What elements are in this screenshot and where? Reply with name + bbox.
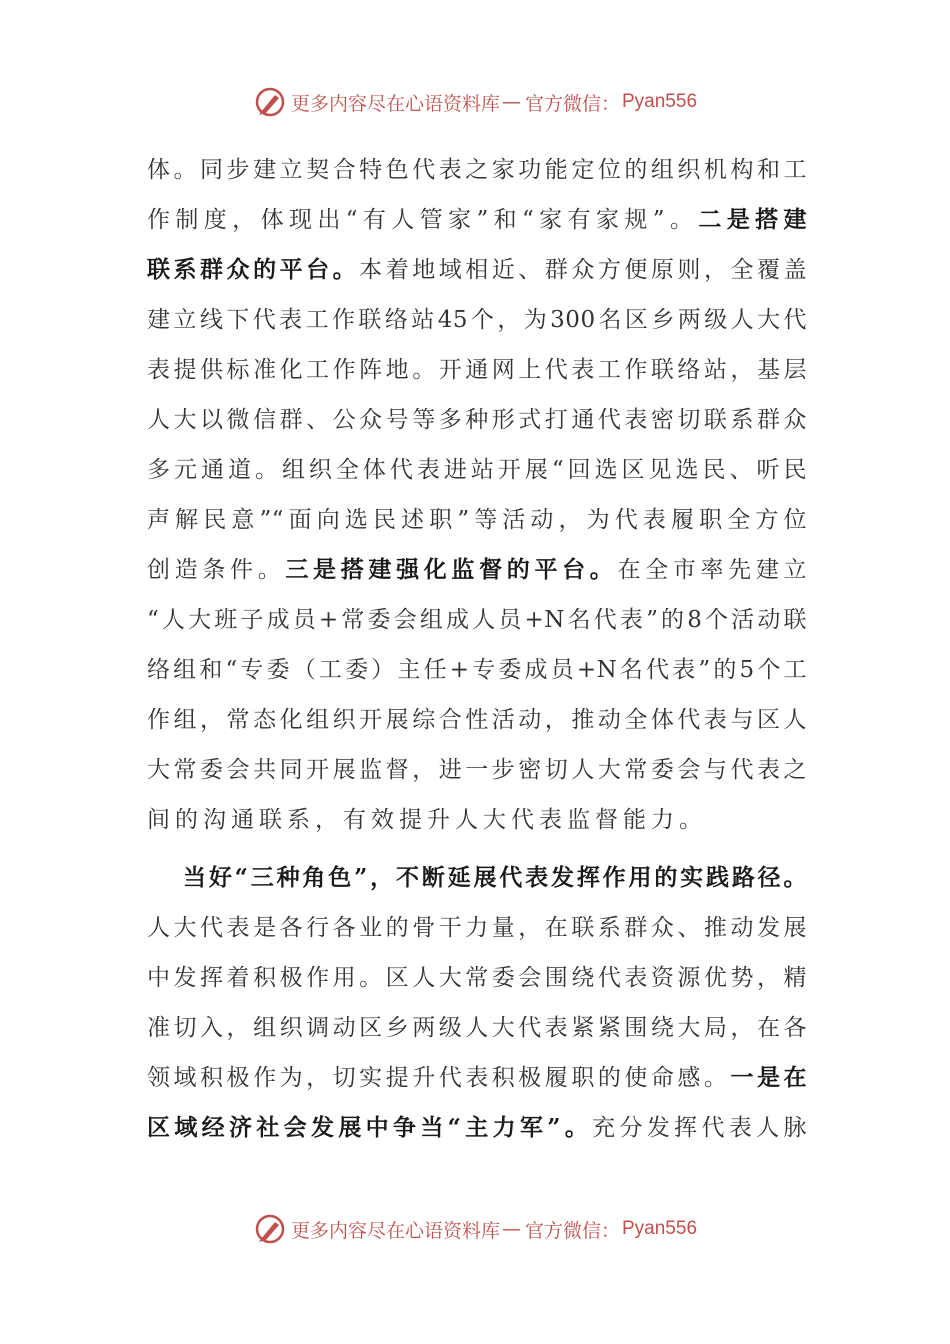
footer-banner [0, 1209, 950, 1249]
text-line: 人大以微信群、公众号等多种形式打通代表密切联系群众 [147, 407, 807, 433]
text-line: 作组，常态化组织开展综合性活动，推动全体代表与区人 [147, 707, 807, 733]
text-line: 间的沟通联系，有效提升人大代表监督能力。 [147, 807, 707, 833]
bold-heading: 一是在 [730, 1064, 808, 1091]
text-line: 表提供标准化工作阵地。开通网上代表工作联络站，基层 [147, 357, 807, 383]
text-line: 声解民意”“面向选民述职”等活动，为代表履职全方位 [147, 507, 807, 533]
section-heading [147, 853, 807, 903]
header-wechat-label: 官方微信： [524, 92, 620, 115]
footer-wechat-label: 官方微信： [524, 1219, 620, 1242]
pen-logo-icon [253, 85, 287, 119]
header-banner-dash: — [501, 91, 521, 113]
text-line: 领域积极作为，切实提升代表积极履职的使命感。一是在 [147, 1064, 808, 1091]
text-line: 大常委会共同开展监督，进一步密切人大常委会与代表之 [147, 757, 807, 783]
text-line: 联系群众的平台。本着地域相近、群众方便原则，全覆盖 [147, 256, 808, 283]
text-line: 络组和“专委（工委）主任+专委成员+N名代表”的5个工 [147, 657, 807, 683]
text-line: 区域经济社会发展中争当“主力军”。充分发挥代表人脉 [147, 1114, 807, 1141]
text-line: 作制度，体现出“有人管家”和“家有家规”。二是搭建 [147, 206, 807, 233]
text-line: 准切入，组织调动区乡两级人大代表紧紧围绕大局，在各 [147, 1015, 807, 1041]
footer-wechat-id: Pyan556 [622, 1218, 698, 1239]
footer-banner-dash: — [501, 1218, 521, 1240]
bold-heading: 当好“三种角色”，不断延展代表发挥作用的实践路径。 [183, 864, 807, 891]
text-line: 建立线下代表工作联络站45个，为300名区乡两级人大代 [147, 307, 807, 333]
text-line: 人大代表是各行各业的骨干力量，在联系群众、推动发展 [147, 915, 807, 941]
text-line: 中发挥着积极作用。区人大常委会围绕代表资源优势，精 [147, 965, 807, 991]
text-line: “人大班子成员+常委会组成人员+N名代表”的8个活动联 [147, 607, 807, 633]
bold-heading: 区域经济社会发展中争当“主力军”。 [147, 1114, 593, 1141]
bold-heading: 联系群众的平台。 [147, 256, 360, 283]
header-banner-text: 更多内容尽在心语资料库 [290, 92, 500, 115]
pen-logo-icon [253, 1212, 287, 1246]
header-banner [0, 82, 950, 122]
text-line: 体。同步建立契合特色代表之家功能定位的组织机构和工 [147, 157, 807, 183]
text-line: 多元通道。组织全体代表进站开展“回选区见选民、听民 [147, 457, 807, 483]
header-wechat-id: Pyan556 [622, 91, 698, 112]
document-body [147, 145, 807, 1153]
bold-heading: 二是搭建 [698, 206, 807, 233]
text-line: 创造条件。三是搭建强化监督的平台。在全市率先建立 [147, 556, 808, 583]
bold-heading: 三是搭建强化监督的平台。 [285, 556, 618, 583]
footer-banner-text: 更多内容尽在心语资料库 [290, 1219, 500, 1242]
